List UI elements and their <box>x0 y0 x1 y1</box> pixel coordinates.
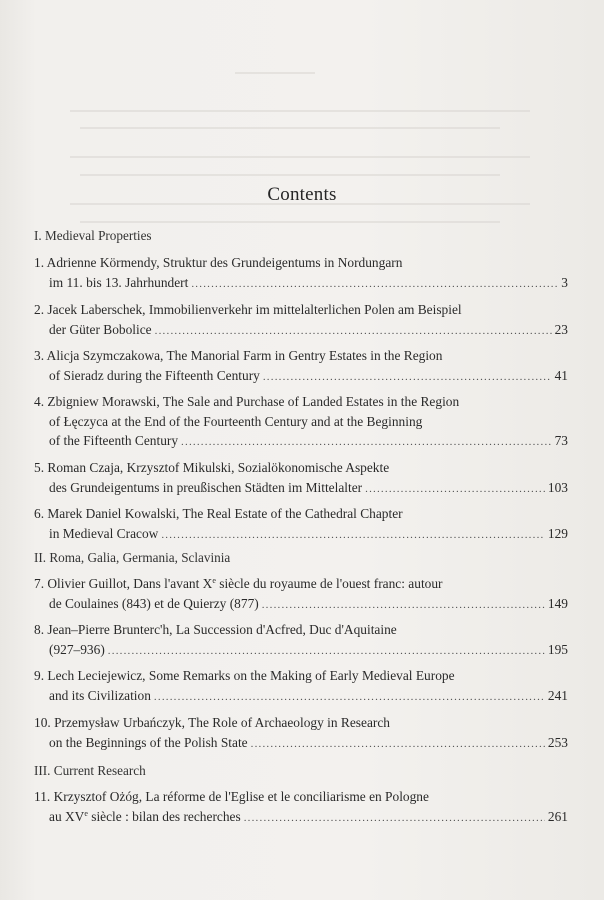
entry-line: 3. Alicja Szymczakowa, The Manorial Farm in Gentry Estates in the Region <box>34 348 443 363</box>
superscript: e <box>212 576 216 585</box>
toc-entry <box>34 787 568 826</box>
page-number: 73 <box>554 433 568 448</box>
page-number: 253 <box>547 734 568 750</box>
section-heading: I. Medieval Properties <box>34 228 152 243</box>
toc-entry <box>34 666 568 705</box>
entry-last-line <box>34 478 568 498</box>
entry-line: 2. Jacek Laberschek, Immobilienverkehr im mittelalterlichen Polen am Beispiel <box>34 302 462 317</box>
toc-entry <box>34 253 568 292</box>
leader-dots <box>251 735 545 755</box>
entry-text: der Güter Bobolice <box>49 321 152 337</box>
leader-dots <box>108 642 545 662</box>
entry-line: 6. Marek Daniel Kowalski, The Real Estate of the Cathedral Chapter <box>34 506 403 521</box>
entry-line: 4. Zbigniew Morawski, The Sale and Purchase of Landed Estates in the Region <box>34 394 460 409</box>
leader-dots <box>262 596 545 616</box>
entry-text: on the Beginnings of the Polish State <box>49 734 248 750</box>
entry-last-line <box>34 640 568 660</box>
page-number: 3 <box>561 274 568 290</box>
leader-dots <box>263 368 552 388</box>
page-number: 195 <box>547 641 568 657</box>
entry-last-line <box>34 366 568 386</box>
entry-line: 11. Krzysztof Ożóg, La réforme de l'Eglise et le conciliarisme en Pologne <box>34 789 429 804</box>
page-number: 241 <box>547 687 568 703</box>
section-heading: III. Current Research <box>34 763 146 778</box>
entry-last-line <box>34 686 568 706</box>
entry-text: 7. Olivier Guillot, Dans l'avant X <box>34 576 213 591</box>
entry-text <box>49 807 241 827</box>
entry-text: siècle du royaume de l'ouest franc: autour <box>215 576 443 591</box>
page-number: 149 <box>547 595 568 611</box>
entry-line: 5. Roman Czaja, Krzysztof Mikulski, Sozialökonomische Aspekte <box>34 460 390 475</box>
entry-text: of Sieradz during the Fifteenth Century <box>49 367 260 383</box>
toc-entry <box>34 392 568 451</box>
toc-entry <box>34 346 568 385</box>
entry-text: of the Fifteenth Century <box>49 433 179 448</box>
toc-entry <box>34 504 568 543</box>
entry-last-line <box>34 733 568 753</box>
leader-dots <box>161 526 545 546</box>
toc-entry <box>34 713 568 752</box>
leader-dots <box>155 322 552 342</box>
entry-text: (927–936) <box>49 641 105 657</box>
leader-dots <box>154 688 545 708</box>
entry-text: im 11. bis 13. Jahrhundert <box>49 274 189 290</box>
entry-last-line <box>34 807 568 827</box>
leader-dots <box>244 809 545 829</box>
entry-line: 1. Adrienne Körmendy, Struktur des Grundeigentums in Nordungarn <box>34 255 403 270</box>
leader-dots <box>365 480 545 500</box>
superscript: e <box>84 808 88 818</box>
entry-last-line <box>34 431 568 451</box>
entry-text-part: au XV <box>49 808 85 824</box>
leader-dots <box>181 433 552 453</box>
leader-dots <box>191 275 558 295</box>
toc-entry <box>34 574 568 613</box>
toc-entry <box>34 300 568 339</box>
toc-entry <box>34 620 568 659</box>
entry-line: 8. Jean–Pierre Brunterc'h, La Succession d'Acfred, Duc d'Aquitaine <box>34 622 397 637</box>
entry-last-line <box>34 594 568 614</box>
entry-text: de Coulaines (843) et de Quierzy (877) <box>49 595 259 611</box>
page-number: 23 <box>554 321 568 337</box>
page-number: 261 <box>547 808 568 824</box>
entry-line: 10. Przemysław Urbańczyk, The Role of Archaeology in Research <box>34 715 390 730</box>
entry-text-part: siècle : bilan des recherches <box>87 808 241 824</box>
toc-entry <box>34 458 568 497</box>
entry-text: des Grundeigentums in preußischen Städten im Mittelalter <box>49 479 363 495</box>
section-heading: II. Roma, Galia, Germania, Sclavinia <box>34 550 231 565</box>
entry-text: in Medieval Cracow <box>49 525 159 541</box>
entry-last-line <box>34 524 568 544</box>
entry-line: 9. Lech Leciejewicz, Some Remarks on the Making of Early Medieval Europe <box>34 668 455 683</box>
page-number: 41 <box>554 367 568 383</box>
entry-line: of Łęczyca at the End of the Fourteenth Century and at the Beginning <box>49 413 423 429</box>
page-title: Contents <box>267 184 337 205</box>
entry-last-line <box>34 320 568 340</box>
entry-text: and its Civilization <box>49 687 151 703</box>
page-number: 103 <box>547 479 568 495</box>
page-number: 129 <box>547 525 568 541</box>
entry-last-line <box>34 273 568 293</box>
entry-line <box>34 574 568 594</box>
